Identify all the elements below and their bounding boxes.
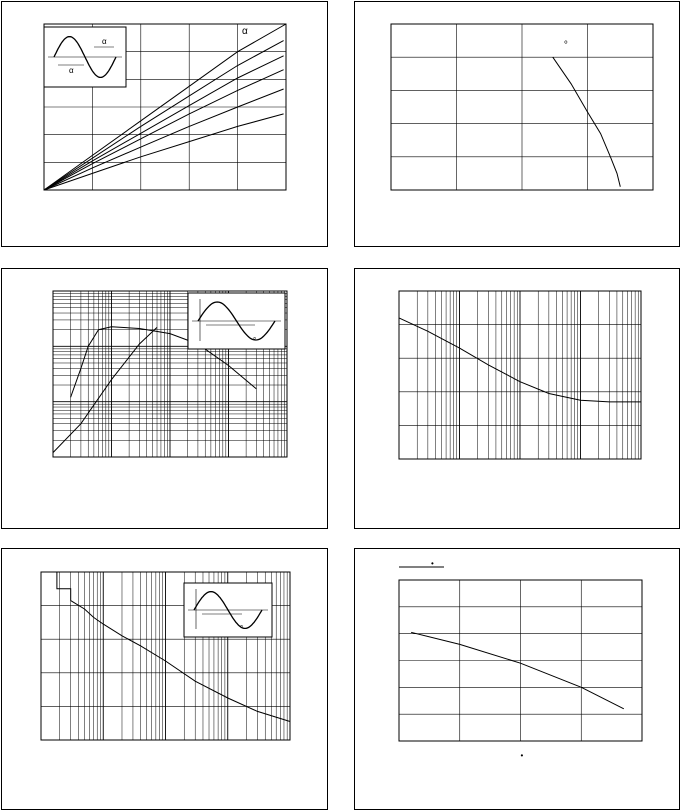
inset-label: ° bbox=[240, 624, 244, 633]
panel-5 bbox=[1, 548, 328, 810]
series-curve bbox=[553, 57, 621, 187]
chart-5 bbox=[2, 549, 327, 809]
panel-1 bbox=[1, 1, 328, 247]
series-curve-4 bbox=[44, 70, 284, 190]
panel-4 bbox=[354, 268, 680, 529]
curve-label: α bbox=[242, 26, 248, 37]
inset-label: ° bbox=[253, 336, 257, 345]
bottom-label: • bbox=[520, 751, 524, 760]
waveform-inset bbox=[44, 27, 126, 87]
series-curve-6 bbox=[44, 114, 284, 190]
chart-4 bbox=[355, 269, 679, 528]
grid bbox=[399, 580, 642, 741]
chart-6 bbox=[355, 549, 679, 809]
panel-6 bbox=[354, 548, 680, 810]
panel-3 bbox=[1, 268, 328, 529]
waveform-inset bbox=[188, 293, 285, 349]
inset-label: α bbox=[69, 66, 74, 75]
inset-label: α bbox=[102, 37, 107, 46]
chart-3 bbox=[2, 269, 327, 528]
chart-2 bbox=[355, 2, 679, 246]
curve-label: ° bbox=[563, 40, 568, 51]
series-curve bbox=[411, 632, 624, 709]
chart-1 bbox=[2, 2, 327, 246]
panel-2 bbox=[354, 1, 680, 247]
top-label: • bbox=[431, 559, 434, 568]
grid bbox=[399, 291, 641, 459]
waveform-inset bbox=[184, 583, 272, 637]
